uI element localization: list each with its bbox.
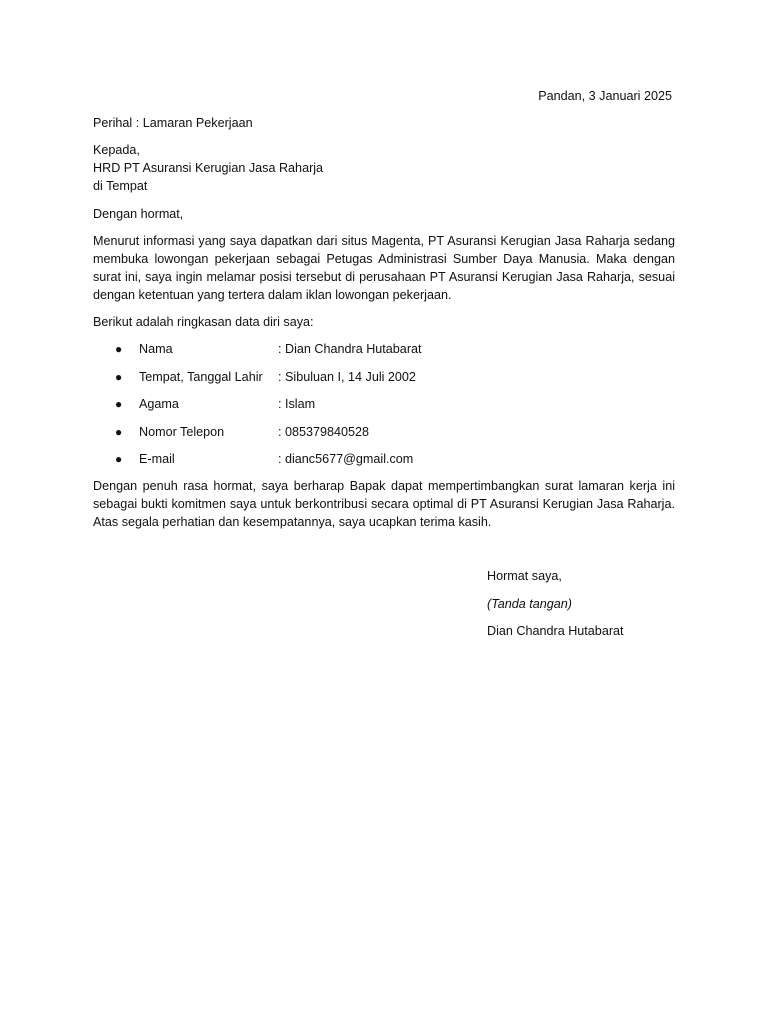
body-paragraph-2: Dengan penuh rasa hormat, saya berharap Bapak dapat mempertimbangkan surat lamaran kerja ini sebagai bukti komitmen saya untuk berkontribusi secara optimal di PT Asuransi Kerugian Jasa Raharja. Atas segala perhatian dan kesempatannya, saya ucapkan terima kasih.	[93, 479, 675, 529]
bio-label: Tempat, Tanggal Lahir	[139, 369, 263, 384]
bio-value: : Islam	[278, 397, 316, 411]
recipient-block	[93, 141, 675, 195]
place-date: Pandan, 3 Januari 2025	[538, 89, 672, 103]
bio-value: : 085379840528	[278, 424, 370, 439]
list-item	[93, 340, 675, 368]
list-item	[93, 450, 675, 478]
bullet-icon: ●	[115, 397, 123, 411]
bio-label: Agama	[139, 397, 179, 411]
recipient-to: Kepada,	[93, 143, 140, 157]
closing-salutation: Hormat saya,	[487, 569, 562, 583]
recipient-name: HRD PT Asuransi Kerugian Jasa Raharja	[93, 161, 324, 175]
bio-value: : Sibuluan I, 14 Juli 2002	[278, 369, 416, 384]
bullet-icon: ●	[115, 369, 123, 384]
bio-label: Nama	[139, 342, 173, 356]
bullet-icon: ●	[115, 452, 123, 466]
greeting: Dengan hormat,	[93, 207, 184, 221]
recipient-place: di Tempat	[93, 179, 148, 193]
email-value: : dianc5677@gmail.com	[278, 452, 414, 466]
bullet-icon: ●	[115, 424, 123, 439]
bio-intro: Berikut adalah ringkasan data diri saya:	[93, 315, 314, 329]
bio-label: Nomor Telepon	[139, 424, 225, 439]
list-item	[93, 368, 675, 396]
bio-list	[93, 340, 675, 478]
body-paragraph-1: Menurut informasi yang saya dapatkan dari situs Magenta, PT Asuransi Kerugian Jasa Raharja sedang membuka lowongan pekerjaan sebagai Petugas Administrasi Sumber Daya Manusia. Maka dengan surat ini, saya ingin melamar posisi tersebut di perusahaan PT Asuransi Kerugian Jasa Raharja, sesuai dengan ketentuan yang tertera dalam iklan lowongan pekerjaan.	[93, 234, 675, 302]
closing-block	[487, 567, 687, 650]
list-item	[93, 423, 675, 451]
closing-name: Dian Chandra Hutabarat	[487, 624, 624, 638]
bullet-icon: ●	[115, 342, 123, 356]
signature-placeholder: (Tanda tangan)	[487, 596, 572, 611]
list-item	[93, 395, 675, 423]
subject-line: Perihal : Lamaran Pekerjaan	[93, 116, 253, 130]
bio-label: E-mail	[139, 452, 175, 466]
bio-value: : Dian Chandra Hutabarat	[278, 342, 422, 356]
